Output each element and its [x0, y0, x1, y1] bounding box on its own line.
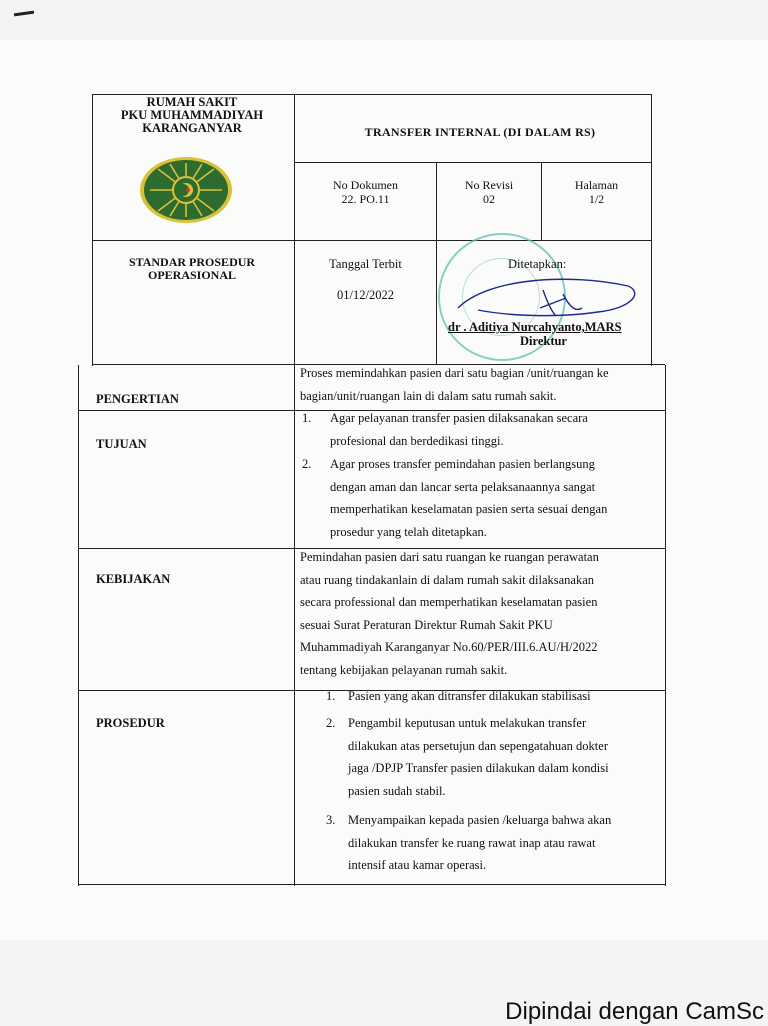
text-line: memperhatikan keselamatan pasien serta sesuai dengan — [330, 502, 608, 516]
text-line: dilakukan transfer ke ruang rawat inap atau rawat — [348, 835, 596, 850]
issue-date-label: Tanggal Terbit — [329, 257, 402, 271]
hospital-name-line: RUMAH SAKIT — [146, 95, 238, 109]
text-line: tentang kebijakan pelayanan rumah sakit. — [300, 662, 508, 677]
hospital-name-line: KARANGANYAR — [142, 121, 242, 135]
prosedur-item — [348, 712, 658, 802]
text-line: Menyampaikan kepada pasien /keluarga bahwa akan — [348, 813, 612, 827]
text-line: Agar proses transfer pemindahan pasien berlangsung — [330, 457, 595, 471]
approved-label: Ditetapkan: — [508, 257, 567, 271]
page-label: Halaman — [574, 178, 619, 192]
list-number: 1. — [302, 411, 312, 425]
hospital-name — [92, 96, 292, 135]
text-line: atau ruang tindakanlain di dalam rumah sakit dilaksanakan — [300, 572, 595, 587]
text-line: dilakukan atas persetujun dan sepengatahuan dokter — [348, 738, 608, 753]
text-line: dengan aman dan lancar serta pelaksanaannya sangat — [330, 479, 596, 494]
list-number: 3. — [326, 813, 336, 827]
revision-label: No Revisi — [464, 178, 514, 192]
document-number — [295, 178, 436, 206]
prosedur-item — [348, 685, 658, 708]
document-title: TRANSFER INTERNAL (DI DALAM RS) — [364, 125, 596, 139]
tujuan-item — [330, 407, 652, 452]
text-line: Agar pelayanan transfer pasien dilaksanakan secara — [330, 411, 588, 425]
section-label-tujuan: TUJUAN — [96, 437, 147, 451]
section-label-kebijakan: KEBIJAKAN — [96, 572, 171, 586]
pengertian-text — [300, 362, 660, 407]
scan-mark — [14, 11, 34, 17]
signatory-name: dr . Aditiya Nurcahyanto,MARS — [448, 320, 622, 334]
text-line: Pemindahan pasien dari satu ruangan ke ruangan perawatan — [300, 550, 599, 564]
kebijakan-text — [300, 546, 652, 681]
signature-icon — [448, 268, 648, 328]
section-label-pengertian: PENGERTIAN — [96, 392, 179, 406]
signatory-title: Direktur — [520, 334, 567, 348]
sop-label-line: OPERASIONAL — [147, 268, 236, 282]
text-line: intensif atau kamar operasi. — [348, 858, 487, 872]
text-line: secara professional dan memperhatikan keselamatan pasien — [300, 595, 598, 609]
sop-label-line: STANDAR PROSEDUR — [128, 255, 256, 269]
list-number: 1. — [326, 689, 336, 703]
issue-date: 01/12/2022 — [337, 288, 394, 302]
text-line: Muhammadiyah Karanganyar No.60/PER/III.6.AU/H/2022 — [300, 640, 598, 654]
text-line: Pasien yang akan ditransfer dilakukan stabilisasi — [348, 689, 591, 703]
prosedur-item — [348, 809, 658, 877]
sop-label — [92, 256, 292, 282]
scanner-watermark: Dipindai dengan CamSc — [505, 998, 764, 1025]
list-number: 2. — [302, 457, 312, 471]
text-line: jaga /DPJP Transfer pasien dilakukan dalam kondisi — [348, 761, 609, 775]
text-line: profesional dan berdedikasi tinggi. — [330, 433, 504, 448]
document-number-value: 22. PO.11 — [341, 192, 390, 206]
section-label-prosedur: PROSEDUR — [96, 716, 165, 730]
text-line: pasien sudah stabil. — [348, 783, 446, 798]
hospital-name-line: PKU MUHAMMADIYAH — [120, 108, 264, 122]
page-number — [542, 178, 651, 206]
revision-value: 02 — [483, 192, 495, 206]
text-line: sesuai Surat Peraturan Direktur Rumah Sakit PKU — [300, 617, 553, 632]
text-line: prosedur yang telah ditetapkan. — [330, 524, 487, 539]
muhammadiyah-logo-icon — [136, 155, 236, 225]
revision-number — [437, 178, 541, 206]
page-value: 1/2 — [588, 192, 605, 206]
text-line: Pengambil keputusan untuk melakukan transfer — [348, 716, 587, 730]
list-number: 2. — [326, 716, 336, 730]
text-line: Proses memindahkan pasien dari satu bagian /unit/ruangan ke — [300, 366, 609, 380]
tujuan-item — [330, 453, 652, 543]
document-number-label: No Dokumen — [333, 178, 398, 192]
text-line: bagian/unit/ruangan lain di dalam satu rumah sakit. — [300, 388, 557, 403]
